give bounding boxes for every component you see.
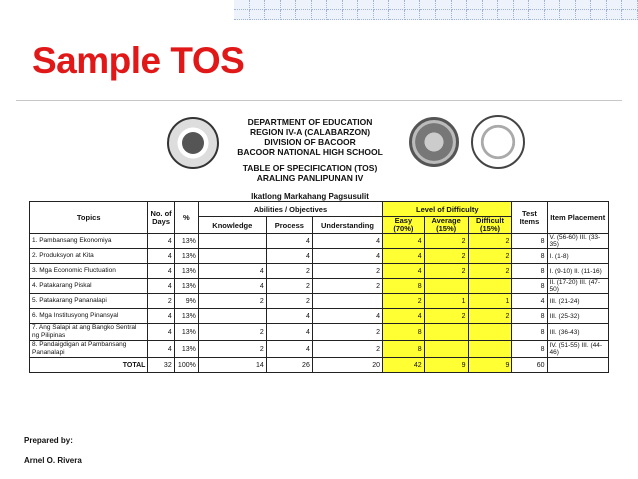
total-days: 32: [148, 358, 174, 373]
header-decoration: [234, 0, 638, 20]
cell-easy: 8: [383, 324, 425, 341]
col-difficult: Difficult (15%): [468, 217, 512, 234]
total-understanding: 20: [312, 358, 382, 373]
cell-days: 4: [148, 264, 174, 279]
cell-understanding: 4: [312, 249, 382, 264]
cell-process: 2: [266, 264, 312, 279]
tos-table: [29, 201, 609, 373]
header-line: REGION IV-A (CALABARZON): [249, 127, 371, 137]
cell-understanding: [312, 294, 382, 309]
cell-easy: 4: [383, 234, 425, 249]
table-row: [30, 279, 609, 294]
division-seal-icon: [409, 117, 459, 167]
header-line: DEPARTMENT OF EDUCATION: [247, 117, 373, 127]
total-row: [30, 358, 609, 373]
cell-understanding: 2: [312, 324, 382, 341]
total-average: 9: [424, 358, 468, 373]
cell-items: 8: [512, 264, 547, 279]
cell-understanding: 4: [312, 309, 382, 324]
header-line: DIVISION OF BACOOR: [264, 137, 356, 147]
cell-days: 4: [148, 234, 174, 249]
header-line: BACOOR NATIONAL HIGH SCHOOL: [237, 147, 383, 157]
cell-pct: 13%: [174, 249, 198, 264]
col-days: No. of Days: [148, 202, 174, 234]
cell-process: 4: [266, 324, 312, 341]
cell-placement: I. (1-8): [547, 249, 608, 264]
cell-placement: III. (21-24): [547, 294, 608, 309]
cell-difficult: 2: [468, 309, 512, 324]
col-easy: Easy (70%): [383, 217, 425, 234]
table-row: [30, 234, 609, 249]
cell-topic: 6. Mga Institusyong Pinansyal: [30, 309, 148, 324]
table-row: [30, 341, 609, 358]
total-easy: 42: [383, 358, 425, 373]
table-row: [30, 294, 609, 309]
cell-pct: 13%: [174, 279, 198, 294]
cell-difficult: 2: [468, 264, 512, 279]
cell-knowledge: 2: [198, 324, 266, 341]
cell-easy: 4: [383, 309, 425, 324]
cell-easy: 4: [383, 249, 425, 264]
title-divider: [16, 100, 622, 101]
col-abilities: Abilities / Objectives: [198, 202, 382, 217]
cell-knowledge: 2: [198, 294, 266, 309]
col-understanding: Understanding: [312, 217, 382, 234]
cell-knowledge: [198, 249, 266, 264]
deped-seal-icon: [167, 117, 219, 169]
cell-pct: 13%: [174, 341, 198, 358]
cell-easy: 4: [383, 264, 425, 279]
col-average: Average (15%): [424, 217, 468, 234]
cell-pct: 13%: [174, 264, 198, 279]
table-row: [30, 324, 609, 341]
cell-items: 4: [512, 294, 547, 309]
cell-easy: 8: [383, 341, 425, 358]
cell-topic: 3. Mga Economic Fluctuation: [30, 264, 148, 279]
cell-topic: 5. Patakarang Pananalapi: [30, 294, 148, 309]
cell-days: 4: [148, 309, 174, 324]
table-row: [30, 264, 609, 279]
total-knowledge: 14: [198, 358, 266, 373]
cell-items: 8: [512, 324, 547, 341]
cell-items: 8: [512, 309, 547, 324]
cell-topic: 1. Pambansang Ekonomiya: [30, 234, 148, 249]
prepared-name: Arnel O. Rivera: [24, 456, 82, 465]
cell-difficult: [468, 324, 512, 341]
cell-difficult: 2: [468, 234, 512, 249]
slide-title: Sample TOS: [32, 40, 245, 81]
cell-knowledge: 4: [198, 279, 266, 294]
cell-placement: II. (17-20) III. (47-50): [547, 279, 608, 294]
prepared-label: Prepared by:: [24, 436, 73, 445]
cell-process: 2: [266, 294, 312, 309]
cell-days: 4: [148, 249, 174, 264]
cell-pct: 13%: [174, 234, 198, 249]
cell-average: 1: [424, 294, 468, 309]
cell-average: 2: [424, 309, 468, 324]
document-header: [220, 117, 400, 157]
cell-average: 2: [424, 264, 468, 279]
cell-days: 2: [148, 294, 174, 309]
table-row: [30, 249, 609, 264]
cell-process: 2: [266, 279, 312, 294]
total-label: TOTAL: [30, 358, 148, 373]
cell-knowledge: 2: [198, 341, 266, 358]
total-difficult: 9: [468, 358, 512, 373]
total-placement: [547, 358, 608, 373]
total-pct: 100%: [174, 358, 198, 373]
cell-average: [424, 279, 468, 294]
total-process: 26: [266, 358, 312, 373]
col-process: Process: [266, 217, 312, 234]
cell-knowledge: [198, 234, 266, 249]
exam-subtitle: Ikatlong Markahang Pagsusulit: [251, 192, 369, 201]
col-percent: %: [174, 202, 198, 234]
col-topics: Topics: [30, 202, 148, 234]
cell-items: 8: [512, 341, 547, 358]
table-row: [30, 309, 609, 324]
cell-process: 4: [266, 249, 312, 264]
header-line: TABLE OF SPECIFICATION (TOS): [242, 163, 378, 173]
cell-pct: 13%: [174, 324, 198, 341]
cell-items: 8: [512, 234, 547, 249]
cell-topic: 7. Ang Salapi at ang Bangko Sentral ng Pilipinas: [30, 324, 148, 341]
cell-understanding: 2: [312, 279, 382, 294]
cell-placement: V. (56-60) III. (33-35): [547, 234, 608, 249]
cell-days: 4: [148, 324, 174, 341]
cell-pct: 13%: [174, 309, 198, 324]
cell-pct: 9%: [174, 294, 198, 309]
col-difficulty: Level of Difficulty: [383, 202, 512, 217]
cell-easy: 2: [383, 294, 425, 309]
header-line: ARALING PANLIPUNAN IV: [256, 173, 364, 183]
col-test-items: Test Items: [512, 202, 547, 234]
cell-process: 4: [266, 341, 312, 358]
cell-placement: I. (9-10) II. (11-16): [547, 264, 608, 279]
cell-understanding: 4: [312, 234, 382, 249]
total-items: 60: [512, 358, 547, 373]
cell-items: 8: [512, 279, 547, 294]
cell-days: 4: [148, 279, 174, 294]
col-item-placement: Item Placement: [547, 202, 608, 234]
cell-knowledge: [198, 309, 266, 324]
cell-average: 2: [424, 234, 468, 249]
cell-days: 4: [148, 341, 174, 358]
cell-difficult: [468, 279, 512, 294]
cell-items: 8: [512, 249, 547, 264]
cell-average: [424, 324, 468, 341]
cell-placement: III. (25-32): [547, 309, 608, 324]
cell-understanding: 2: [312, 341, 382, 358]
cell-difficult: [468, 341, 512, 358]
cell-average: [424, 341, 468, 358]
cell-topic: 4. Patakarang Piskal: [30, 279, 148, 294]
cell-knowledge: 4: [198, 264, 266, 279]
school-seal-icon: [471, 115, 525, 169]
tos-title: [220, 163, 400, 183]
cell-average: 2: [424, 249, 468, 264]
col-knowledge: Knowledge: [198, 217, 266, 234]
cell-process: 4: [266, 309, 312, 324]
cell-process: 4: [266, 234, 312, 249]
cell-placement: IV. (51-55) III. (44-46): [547, 341, 608, 358]
cell-placement: III. (36-43): [547, 324, 608, 341]
cell-difficult: 1: [468, 294, 512, 309]
cell-topic: 2. Produksyon at Kita: [30, 249, 148, 264]
cell-topic: 8. Pandaigdigan at Pambansang Pananalapi: [30, 341, 148, 358]
cell-easy: 8: [383, 279, 425, 294]
cell-difficult: 2: [468, 249, 512, 264]
cell-understanding: 2: [312, 264, 382, 279]
